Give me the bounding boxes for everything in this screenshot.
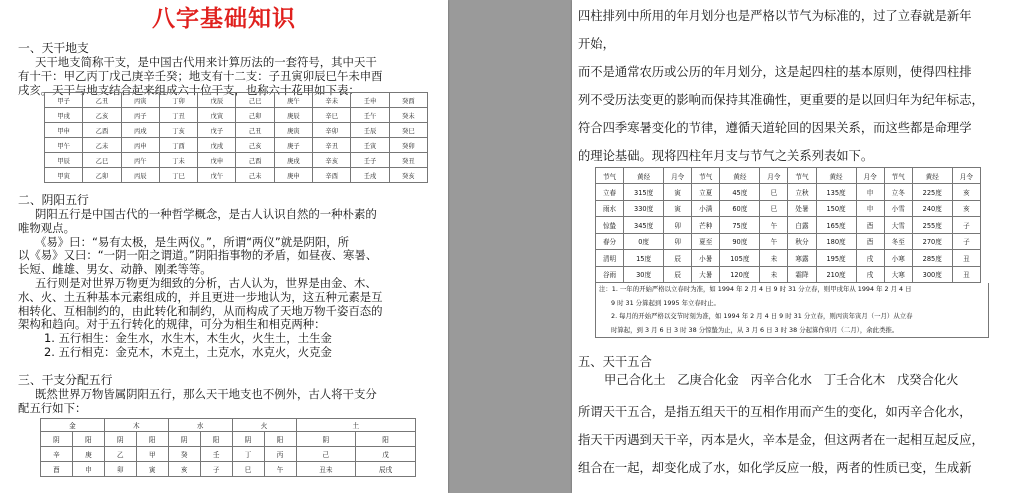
table-cell: 乙巳 [83,153,121,168]
table-cell: 壬午 [351,108,389,123]
table-cell: 节气 [884,168,912,184]
table-cell: 乙 [104,447,136,462]
table-cell: 240度 [912,200,952,217]
paragraph-line: 长短、雌雄、男女、动静、刚柔等等。 [18,262,212,277]
table-cell: 月令 [760,168,788,184]
page-title: 八字基础知识 [152,5,296,32]
table-cell: 辛 [41,447,73,462]
table-cell: 冬至 [884,233,912,250]
wuhe-pair: 戊癸合化火 [896,373,959,387]
table-cell: 土 [296,419,416,432]
table-cell: 戊午 [198,168,236,183]
section-heading: 三、干支分配五行 [18,373,113,387]
table-cell: 丁酉 [159,138,197,153]
table-cell: 庚子 [274,138,312,153]
paragraph-line: 有十干：甲乙丙丁戊己庚辛壬癸；地支有十二支：子丑寅卯辰巳午未申酉 [18,68,383,83]
table-cell: 阴 [104,432,136,447]
table-cell: 寅 [664,184,692,201]
table-footnotes [595,283,989,338]
section-heading: 一、天干地支 [18,41,89,55]
footnote-line: 时算起，到 3 月 6 日 3 时 38 分惊蛰为止，从 3 月 6 日 3 时 38 分起算作卯月（二月），余此类推。 [611,325,899,334]
table-cell: 辰 [664,266,692,283]
table-cell: 巳 [760,184,788,201]
table-cell: 乙酉 [83,123,121,138]
table-row [596,168,981,184]
table-cell: 亥 [168,462,200,477]
table-cell: 春分 [596,233,624,250]
table-cell: 阴 [168,432,200,447]
table-cell: 辰戌 [356,462,416,477]
table-cell: 丙寅 [121,93,159,108]
table-cell: 阳 [72,432,104,447]
table-cell: 清明 [596,250,624,267]
table-cell: 立春 [596,184,624,201]
table-cell: 225度 [912,184,952,201]
table-cell: 丙 [264,447,296,462]
table-row [41,432,416,447]
table-cell: 惊蛰 [596,217,624,234]
wuhe-pairs [604,370,1024,388]
table-cell: 癸亥 [389,168,427,183]
table-cell: 寒露 [788,250,816,267]
table-row [45,108,428,123]
table-cell: 节气 [788,168,816,184]
table-row [41,447,416,462]
table-cell: 酉 [856,233,884,250]
table-cell: 丁 [232,447,264,462]
paragraph-line: 组合在一起，却变化成了水，如化学反应一般，两者的性质已变，生成新 [578,461,972,475]
paragraph-line: 而不是通常农历或公历的年月划分，这是起四柱的基本原则，使得四柱排 [578,65,972,79]
paragraph-line: 架构和趋向。对于五行转化的规律，可分为相生和相克两种： [18,317,326,332]
paragraph-line: 开始， [578,37,615,51]
table-cell: 午 [760,233,788,250]
table-cell: 己巳 [236,93,274,108]
table-cell: 30度 [624,266,664,283]
table-cell: 己未 [236,168,274,183]
section-heading: 五、天干五合 [578,355,652,369]
paragraph-line: 以《易》又曰：“一阴一阳之谓道。”阴阳指事物的矛盾，如昼夜、寒暑、 [18,248,378,263]
paragraph-line: 配五行如下： [18,400,87,415]
table-cell: 阴 [41,432,73,447]
table-cell: 子 [952,217,980,234]
table-cell: 己亥 [236,138,274,153]
table-cell: 壬 [200,447,232,462]
section-yinyang-wuxing [18,191,448,360]
jieqi-yueling-table [595,167,981,283]
table-cell: 谷雨 [596,266,624,283]
table-cell: 丑 [952,266,980,283]
table-cell: 壬辰 [351,123,389,138]
table-cell: 乙丑 [83,93,121,108]
ganzhi-wuxing-table [40,418,416,477]
table-cell: 甲申 [45,123,83,138]
table-cell: 雨水 [596,200,624,217]
table-cell: 甲午 [45,138,83,153]
table-cell: 辛丑 [313,138,351,153]
paragraph-line: 列不受历法变更的影响而保持其准确性，更重要的是以回归年为纪年标志， [578,93,984,107]
table-cell: 午 [264,462,296,477]
table-cell: 180度 [816,233,856,250]
table-cell: 申 [72,462,104,477]
table-cell: 小雪 [884,200,912,217]
table-cell: 癸丑 [389,153,427,168]
table-cell: 阳 [200,432,232,447]
table-cell: 丁巳 [159,168,197,183]
table-cell: 辛亥 [313,153,351,168]
table-cell: 90度 [720,233,760,250]
list-item: 2. 五行相克：金克木，木克土，土克水，水克火，火克金 [44,344,332,359]
table-cell: 癸巳 [389,123,427,138]
table-cell: 子 [200,462,232,477]
table-cell: 卯 [104,462,136,477]
table-cell: 黄经 [720,168,760,184]
table-cell: 戌 [856,266,884,283]
table-row [45,168,428,183]
table-cell: 丁未 [159,153,197,168]
table-cell: 丙午 [121,153,159,168]
table-cell: 月令 [664,168,692,184]
table-cell: 壬子 [351,153,389,168]
paragraph-line: 的理论基础。现将四柱年月支与节气之关系列表如下。 [578,149,874,163]
table-cell: 戌 [856,250,884,267]
table-cell: 亥 [952,184,980,201]
table-cell: 戊辰 [198,93,236,108]
table-cell: 壬戌 [351,168,389,183]
footnote-line: 注：1. 一年的开始严格以立春时为准，如 1994 年 2 月 4 日 9 时 31 分立春，则甲戌年从 1994 年 2 月 4 日 [599,285,912,293]
table-cell: 辛卯 [313,123,351,138]
table-cell: 甲戌 [45,108,83,123]
table-cell: 阴 [296,432,356,447]
table-cell: 卯 [664,233,692,250]
table-cell: 未 [760,266,788,283]
paragraph-line: 所谓天干五合，是指五组天干的互相作用而产生的变化，如丙辛合化水， [578,405,972,419]
table-cell: 庚寅 [274,123,312,138]
paragraph-line: 唯物观点。 [18,220,75,235]
table-cell: 75度 [720,217,760,234]
table-row [596,200,981,217]
table-cell: 辛巳 [313,108,351,123]
table-cell: 辰 [664,250,692,267]
table-cell: 木 [104,419,168,432]
paragraph-line: 五行则是对世界万物更为细致的分析，古人认为，世界是由金、木、 [35,275,377,290]
text-block-top [578,2,1024,170]
table-cell: 申 [856,184,884,201]
table-row [41,462,416,477]
table-cell: 壬申 [351,93,389,108]
table-cell: 月令 [952,168,980,184]
table-cell: 黄经 [624,168,664,184]
table-cell: 癸酉 [389,93,427,108]
table-cell: 乙未 [83,138,121,153]
table-cell: 癸卯 [389,138,427,153]
table-cell: 癸 [168,447,200,462]
table-cell: 戊子 [198,123,236,138]
table-cell: 未 [760,250,788,267]
table-row [41,419,416,432]
list-item: 1. 五行相生：金生水，水生木，木生火，火生土，土生金 [44,331,332,346]
table-cell: 丙辰 [121,168,159,183]
table-cell: 315度 [624,184,664,201]
table-cell: 285度 [912,250,952,267]
table-cell: 丁亥 [159,123,197,138]
table-cell: 255度 [912,217,952,234]
table-cell: 金 [41,419,105,432]
paragraph-line: 四柱排列中所用的年月划分也是严格以节气为标准的，过了立春就是新年 [578,9,972,23]
table-cell: 大寒 [884,266,912,283]
table-cell: 105度 [720,250,760,267]
table-cell: 345度 [624,217,664,234]
table-cell: 60度 [720,200,760,217]
table-cell: 戊戌 [198,138,236,153]
table-cell: 210度 [816,266,856,283]
table-cell: 庚午 [274,93,312,108]
table-cell: 甲 [136,447,168,462]
table-cell: 庚戌 [274,153,312,168]
table-cell: 戊寅 [198,108,236,123]
footnote-line: 2. 每月的开始严格以交节时刻为准，如 1994 年 2 月 4 日 9 时 31 分立春，则丙寅年寅月（一月）从立春 [611,312,913,320]
table-cell: 巳 [232,462,264,477]
table-cell: 150度 [816,200,856,217]
table-cell: 申 [856,200,884,217]
paragraph-line: 指天干丙遇到天干辛，丙本是火，辛本是金，但这两者在一起相互起反应， [578,433,984,447]
table-cell: 阳 [264,432,296,447]
table-cell: 小暑 [692,250,720,267]
paragraph-line: 戌亥。天干与地支结合起来组成六十位干支，也称六十花甲如下表： [18,82,360,97]
table-cell: 阳 [356,432,416,447]
table-row [596,250,981,267]
table-cell: 立冬 [884,184,912,201]
table-cell: 小满 [692,200,720,217]
table-cell: 0度 [624,233,664,250]
table-cell: 亥 [952,200,980,217]
paragraph-line: 相转化、互相制约的，由此转化和制约，从而构成了天地万物千姿百态的 [18,303,383,318]
table-cell: 丙申 [121,138,159,153]
table-row [45,123,428,138]
text-block-bottom [578,398,1024,482]
footnote-line: 9 时 31 分算起到 1995 年立春时止。 [611,298,720,307]
table-cell: 195度 [816,250,856,267]
paragraph-line: 符合四季寒暑变化的节律，遵循天道轮回的因果关系，而这些都是命理学 [578,121,972,135]
table-cell: 165度 [816,217,856,234]
table-cell: 庚 [72,447,104,462]
table-cell: 乙亥 [83,108,121,123]
table-cell: 300度 [912,266,952,283]
table-cell: 135度 [816,184,856,201]
table-cell: 午 [760,217,788,234]
table-cell: 戊 [356,447,416,462]
table-row [596,233,981,250]
table-cell: 白露 [788,217,816,234]
wuhe-pair: 乙庚合化金 [677,373,739,387]
table-cell: 己酉 [236,153,274,168]
table-cell: 酉 [856,217,884,234]
table-cell: 大暑 [692,266,720,283]
paragraph-line: 既然世界万物皆属阴阳五行，那么天干地支也不例外，古人将干支分 [35,387,377,401]
document-page-left [0,0,448,493]
paragraph-line: 《易》曰：“易有太极，是生两仪。”，所谓“两仪”就是阴阳，所 [35,234,350,249]
table-cell: 阴 [232,432,264,447]
table-cell: 卯 [664,217,692,234]
paragraph-line: 阴阳五行是中国古代的一种哲学概念，是古人认识自然的一种朴素的 [35,207,377,221]
table-cell: 丙子 [121,108,159,123]
table-cell: 庚申 [274,168,312,183]
table-cell: 霜降 [788,266,816,283]
paragraph-line: 天干地支简称干支，是中国古代用来计算历法的一套符号，其中天干 [35,55,377,69]
wuhe-pair: 甲己合化土 [604,373,666,387]
table-cell: 火 [232,419,296,432]
section-heading: 二、阴阳五行 [18,193,89,207]
table-cell: 甲辰 [45,153,83,168]
table-cell: 大雪 [884,217,912,234]
wuhe-pair: 丁壬合化木 [823,373,886,387]
table-cell: 120度 [720,266,760,283]
table-cell: 甲寅 [45,168,83,183]
table-cell: 330度 [624,200,664,217]
table-cell: 己丑 [236,123,274,138]
table-cell: 丙戌 [121,123,159,138]
table-cell: 辛酉 [313,168,351,183]
document-page-right [572,0,1024,493]
table-cell: 夏至 [692,233,720,250]
table-cell: 丁丑 [159,108,197,123]
table-cell: 丁卯 [159,93,197,108]
table-cell: 戊申 [198,153,236,168]
table-cell: 壬寅 [351,138,389,153]
table-cell: 癸未 [389,108,427,123]
table-cell: 辛未 [313,93,351,108]
table-cell: 节气 [596,168,624,184]
table-row [596,184,981,201]
table-cell: 水 [168,419,232,432]
table-row [596,266,981,283]
table-cell: 270度 [912,233,952,250]
table-cell: 黄经 [816,168,856,184]
section-tiangan-wuhe [578,352,1024,388]
paragraph-line: 水、火、土五种基本元素组成的，并且更进一步地认为，这五种元素是互 [18,289,383,304]
table-cell: 处暑 [788,200,816,217]
table-cell: 甲子 [45,93,83,108]
table-row [45,153,428,168]
table-cell: 阳 [136,432,168,447]
table-cell: 芒种 [692,217,720,234]
table-cell: 丑 [952,250,980,267]
section-tiangan-dizhi [18,39,448,97]
table-cell: 庚辰 [274,108,312,123]
table-cell: 寅 [136,462,168,477]
table-cell: 己卯 [236,108,274,123]
table-cell: 子 [952,233,980,250]
table-cell: 45度 [720,184,760,201]
table-cell: 己 [296,447,356,462]
wuhe-pair: 丙辛合化水 [750,373,812,387]
table-row [45,93,428,108]
table-cell: 黄经 [912,168,952,184]
table-cell: 丑未 [296,462,356,477]
table-row [596,217,981,234]
sixty-jiazi-table [44,92,428,183]
table-cell: 寅 [664,200,692,217]
table-cell: 月令 [856,168,884,184]
table-cell: 乙卯 [83,168,121,183]
table-cell: 立秋 [788,184,816,201]
table-row [45,138,428,153]
table-cell: 立夏 [692,184,720,201]
section-ganzhi-wuxing [18,371,448,416]
table-cell: 15度 [624,250,664,267]
table-cell: 秋分 [788,233,816,250]
table-cell: 酉 [41,462,73,477]
table-cell: 节气 [692,168,720,184]
table-cell: 巳 [760,200,788,217]
table-cell: 小寒 [884,250,912,267]
